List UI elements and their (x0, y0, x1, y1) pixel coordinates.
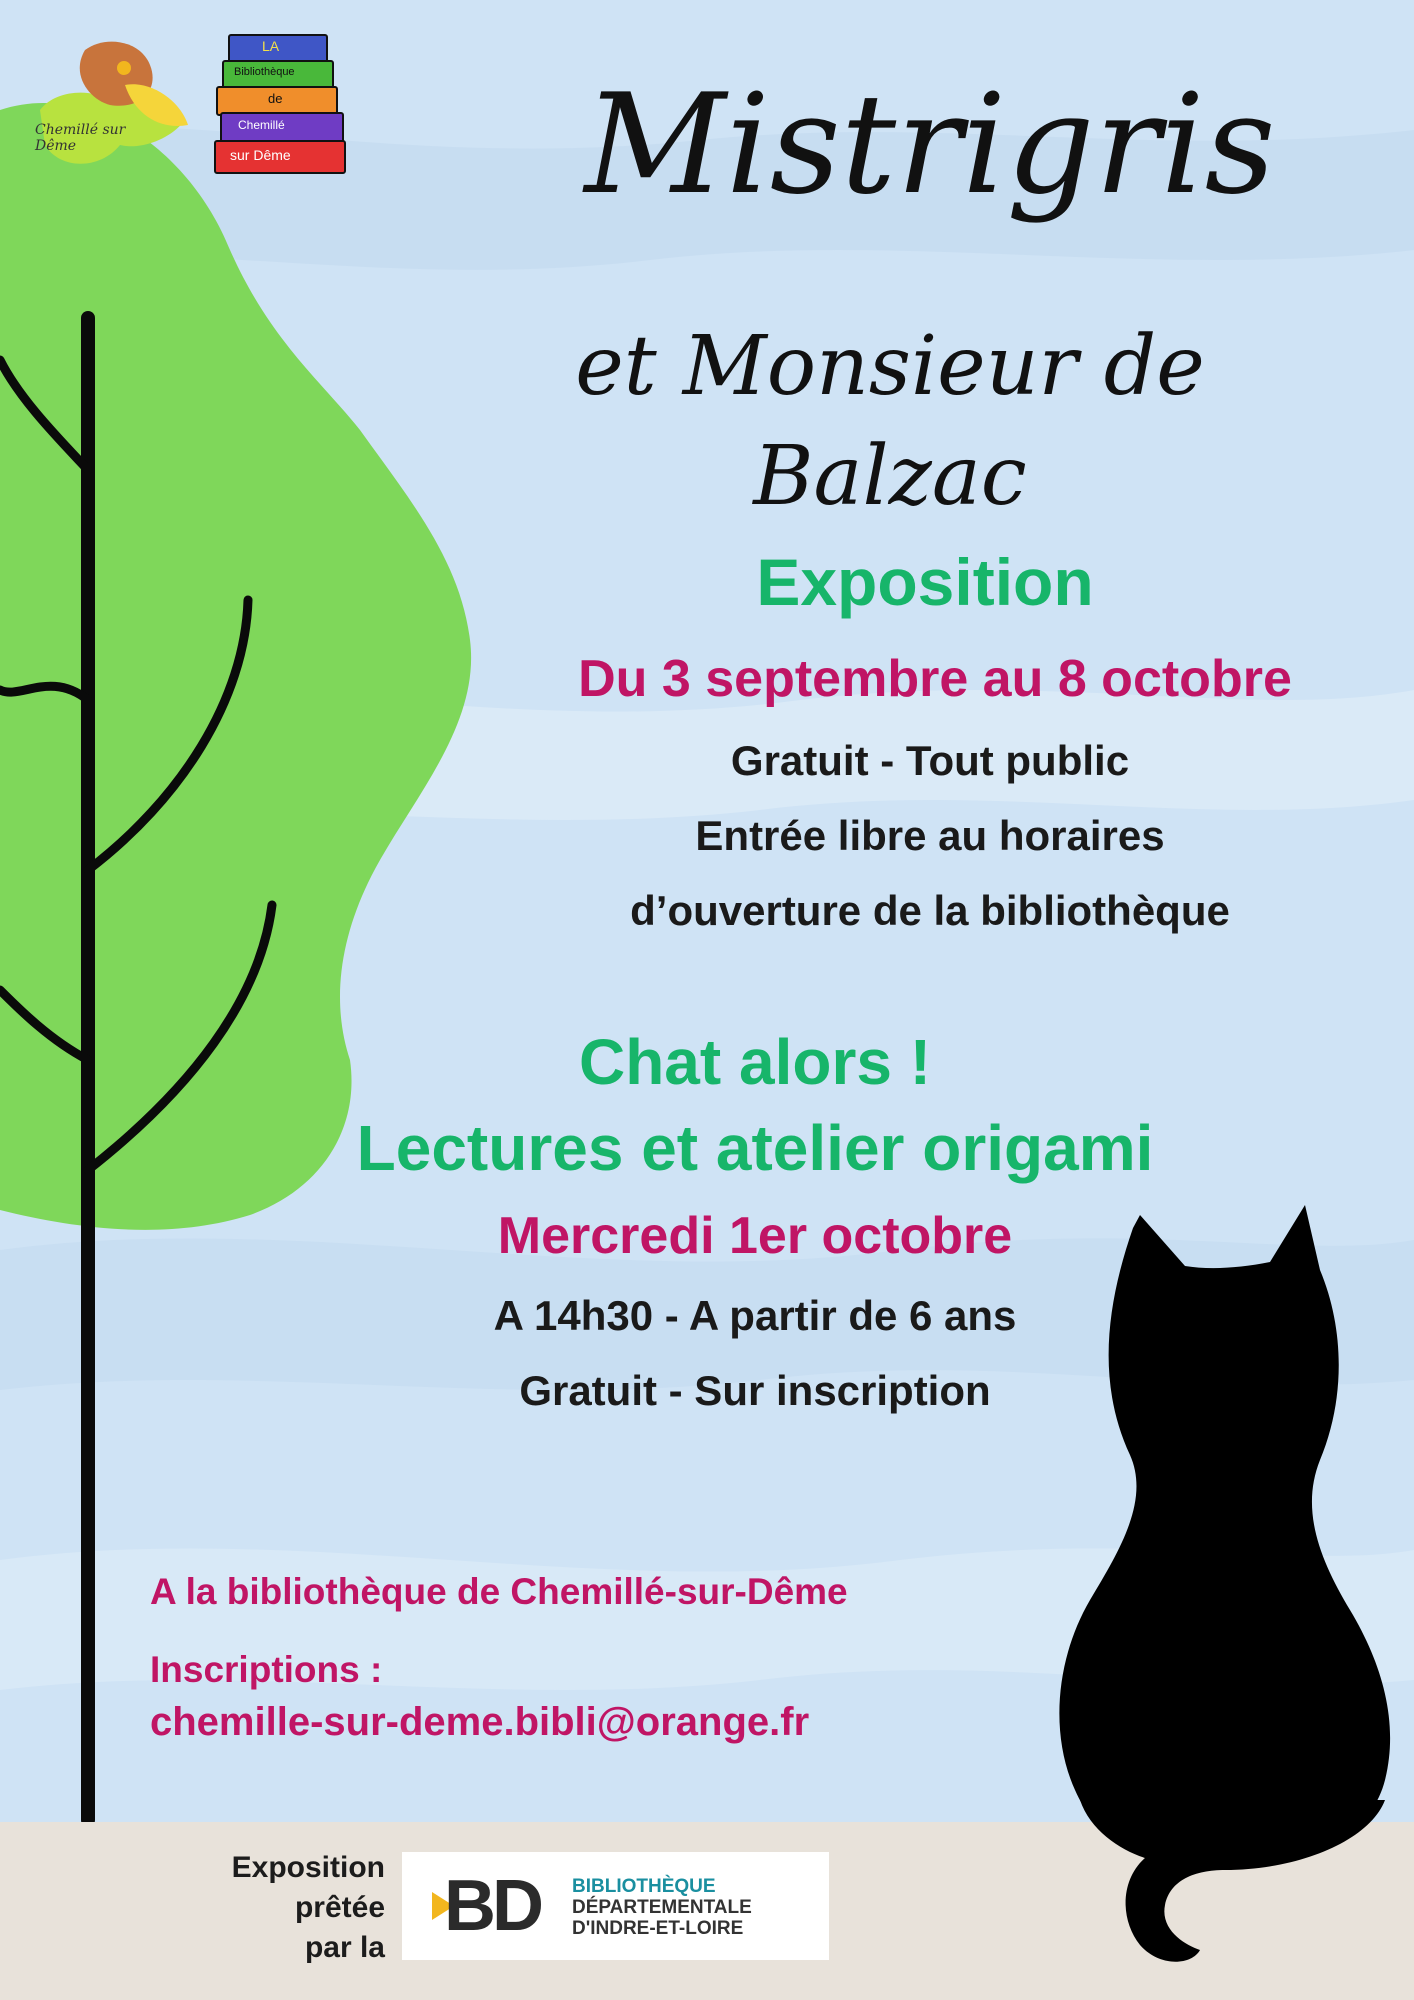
library-logo-line-1: LA (262, 38, 280, 54)
title-subtitle: et Monsieur de Balzac (575, 319, 1205, 524)
exhibition-line-2: Entrée libre au horaires (695, 812, 1165, 859)
partner-logo (402, 1852, 829, 1960)
commune-logo-text: Chemillé sur Dême (35, 122, 126, 154)
workshop-heading-2: Lectures et atelier origami (356, 1112, 1154, 1184)
partner-line-1: BIBLIOTHÈQUE (572, 1876, 716, 1897)
loaned-by-label (160, 1848, 385, 1968)
library-logo (210, 30, 350, 182)
workshop-line-1: A 14h30 - A partir de 6 ans (493, 1292, 1017, 1339)
exhibition-line-1: Gratuit - Tout public (730, 737, 1130, 784)
commune-map-icon (30, 30, 195, 180)
exhibition-line-3: d’ouverture de la bibliothèque (630, 887, 1230, 934)
partner-line-3: D'INDRE-ET-LOIRE (572, 1918, 744, 1939)
workshop-line-2: Gratuit - Sur inscription (519, 1367, 991, 1414)
loaned-line-3: par la (304, 1931, 385, 1964)
exhibition-dates: Du 3 septembre au 8 octobre (578, 650, 1292, 708)
commune-logo (30, 30, 195, 180)
loaned-line-1: Exposition (231, 1851, 385, 1884)
loaned-line-2: prêtée (294, 1891, 385, 1924)
venue-text: A la bibliothèque de Chemillé-sur-Dême (150, 1571, 848, 1612)
cat-tail (1080, 1800, 1400, 1980)
partner-logo-mark: BD (444, 1866, 540, 1946)
partner-name (572, 1876, 752, 1939)
workshop-heading-1: Chat alors ! (578, 1026, 932, 1098)
title-main: Mistrigris (584, 64, 1276, 225)
library-logo-line-4: Chemillé (238, 118, 285, 132)
registration-label: Inscriptions : (150, 1649, 383, 1690)
library-logo-line-2: Bibliothèque (234, 66, 295, 78)
workshop-date: Mercredi 1er octobre (497, 1207, 1013, 1265)
exhibition-heading: Exposition (756, 545, 1094, 619)
registration-email[interactable]: chemille-sur-deme.bibli@orange.fr (150, 1700, 810, 1744)
partner-line-2: DÉPARTEMENTALE (572, 1897, 752, 1918)
library-logo-line-3: de (268, 91, 283, 106)
library-logo-line-5: sur Dême (230, 147, 291, 163)
